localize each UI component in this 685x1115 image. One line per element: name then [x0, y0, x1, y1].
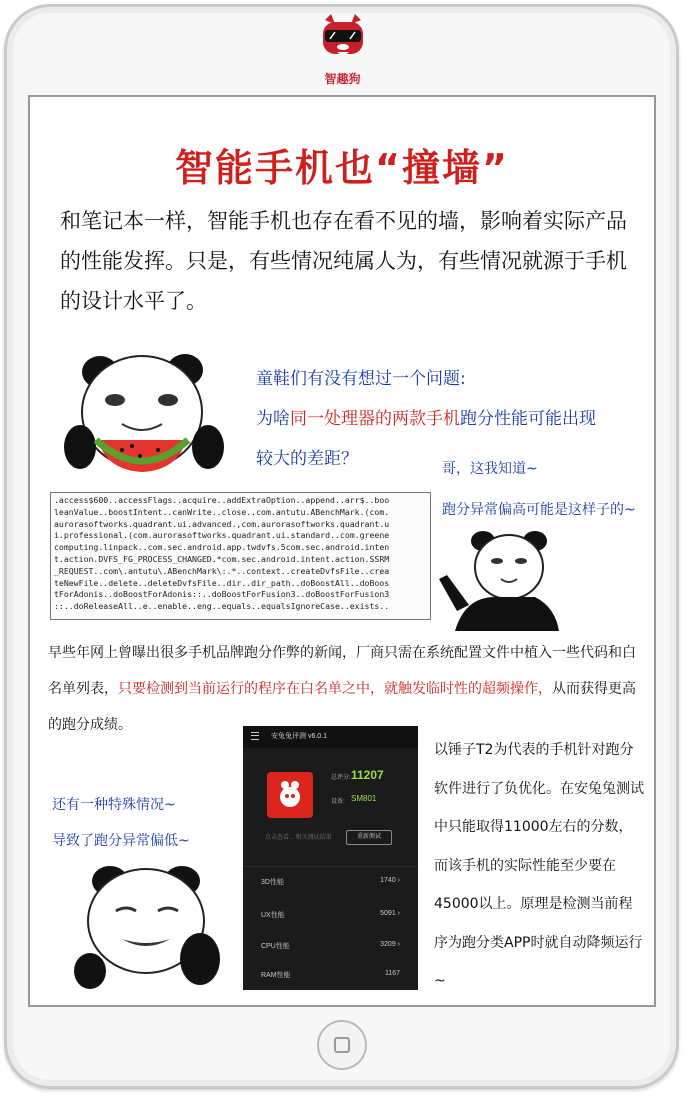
result-value: 1740 › — [380, 877, 400, 884]
app-title: 安兔兔评测 v6.0.1 — [271, 733, 328, 740]
special-line2: 导致了跑分异常偏低~ — [52, 833, 190, 849]
result-label: CPU性能 — [261, 943, 290, 950]
cheat-paragraph-c: 从而获得更高的跑分成绩。 — [48, 681, 636, 733]
result-label: 3D性能 — [261, 879, 284, 886]
code-line: _REQUEST..com\.antutu\.ABenchMark\:.*..context..createDvfsFile..crea — [54, 565, 390, 576]
cheat-paragraph-a: 早些年网上曾曝出很多手机品牌跑分作弊的新闻，厂商只需在系统配置文件中植入一些代码和白名单列表， — [48, 645, 636, 697]
panda-watermelon-meme-image — [60, 352, 240, 477]
code-line: leanValue..boostIntent..canWrite..close..com.antutu.ABenchMark.(com. — [54, 506, 390, 517]
question-line2-c: 跑分性能可能出现 — [460, 409, 596, 429]
hint-text: 点击查看... 相关测试结果 — [265, 835, 332, 841]
code-line: i.professional.(com.aurorasoftworks.quadrant.ui.standard..com.greene — [54, 530, 390, 541]
divider — [243, 866, 418, 867]
intro-paragraph: 和笔记本一样，智能手机也存在看不见的墙，影响着实际产品的性能发挥。只是，有些情况纯属人为，有些情况就源于手机的设计水平了。 — [60, 209, 627, 313]
bubble-text-1: 哥，这我知道~ — [442, 461, 538, 477]
home-square-icon — [334, 1037, 350, 1053]
home-button[interactable] — [317, 1020, 367, 1070]
t2-paragraph: 以锤子T2为代表的手机针对跑分软件进行了负优化。在安兔兔测试中只能取得11000左右的分数，而该手机的实际性能至少要在45000以上。原理是检测当前程序为跑分类APP时就自动降频运行~ — [434, 742, 644, 989]
question-line2 — [256, 399, 646, 439]
result-value: 1167 — [384, 970, 400, 977]
code-line: teNewFile..delete..deleteDvfsFile..dir..dir_path..doBoostAll..doBoos — [54, 577, 390, 588]
panda-pointing-meme-image — [435, 527, 570, 632]
device-label: 设备: — [331, 799, 345, 805]
result-value: 5091 › — [380, 910, 400, 917]
code-line: aurorasoftworks.quadrant.ui.advanced.,com.aurorasoftworks.quadrant.u — [54, 518, 390, 529]
question-line2-highlight: 同一处理器的两款手机 — [290, 409, 460, 429]
result-label: RAM性能 — [261, 972, 291, 979]
score-card — [251, 762, 410, 852]
code-snippet — [50, 492, 431, 620]
result-label: UX性能 — [261, 912, 285, 919]
total-score: 11207 — [351, 768, 384, 782]
special-case-text — [52, 787, 190, 859]
menu-icon — [251, 732, 259, 740]
code-line: t.action.DVFS_FG_PROCESS_CHANGED.*com.sec.android.intent.action.SSRM — [54, 553, 390, 564]
code-line: tForAdonis..doBoostForAdonis::..doBoostForFusion3..doBoostForFusion3 — [54, 589, 390, 600]
code-line: .access$600..accessFlags..acquire..addExtraOption..append..arr$..boo — [54, 495, 390, 505]
antutu-screenshot — [243, 726, 418, 990]
panda-grimace-meme-image — [70, 859, 225, 991]
score-label: 总评分: — [331, 775, 351, 781]
cheat-paragraph-highlight: 只要检测到当前运行的程序在白名单之中，就触发临时性的超频操作， — [118, 681, 552, 697]
device-model: SM801 — [351, 794, 377, 803]
result-value: 3209 › — [380, 941, 400, 948]
code-line: computing.linpack..com.sec.android.app.twdvfs.5com.sec.android.inten — [54, 542, 390, 553]
page-title: 智能手机也“撞墙” — [175, 146, 509, 190]
app-title-bar — [243, 726, 418, 748]
special-line1: 还有一种特殊情况~ — [52, 797, 176, 813]
content-screen — [28, 95, 656, 1007]
question-line2-a: 为啥 — [256, 409, 290, 429]
retest-button[interactable]: 重新测试 — [346, 830, 392, 845]
dog-logo-icon — [317, 14, 369, 58]
question-line3: 较大的差距？ — [256, 449, 358, 469]
antutu-logo-icon — [267, 772, 313, 818]
code-line: ::..doReleaseAll..e..enable..eng..equals..equalsIgnoreCase..exists.. — [54, 601, 390, 612]
brand-name: 智趣狗 — [324, 72, 361, 86]
brand-logo — [0, 14, 685, 62]
bubble-text-2: 跑分异常偏高可能是这样子的~ — [442, 502, 636, 518]
question-line1: 童鞋们有没有想过一个问题: — [256, 369, 466, 389]
